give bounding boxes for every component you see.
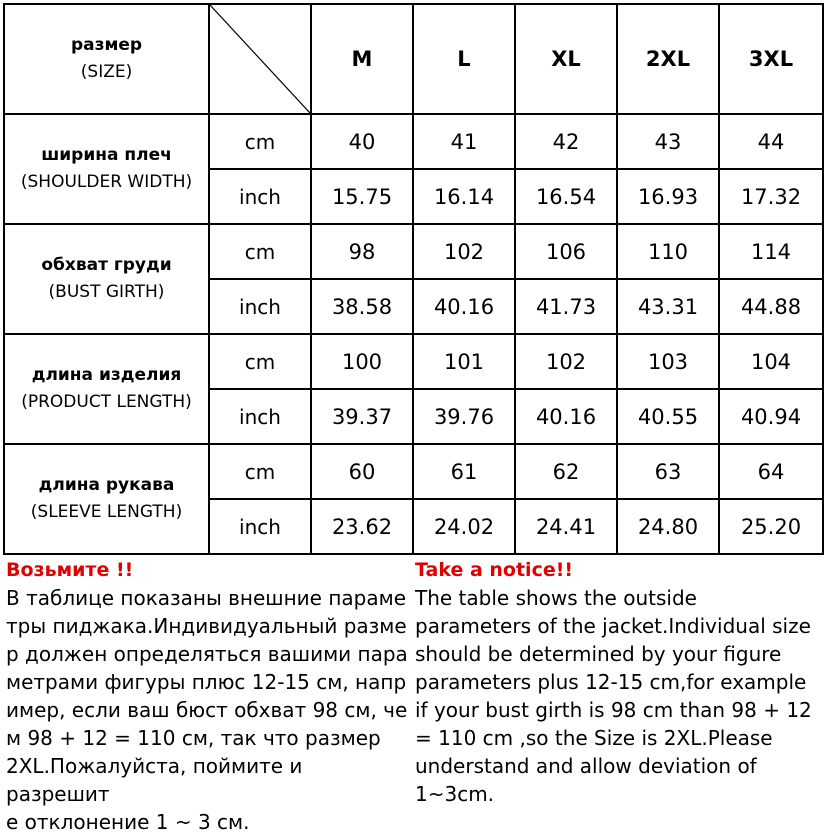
value-cell: 16.54 xyxy=(515,169,617,224)
value-cell: 110 xyxy=(617,224,719,279)
value-cell: 100 xyxy=(311,334,413,389)
size-label-en: (SIZE) xyxy=(80,62,133,82)
value-cell: 102 xyxy=(413,224,515,279)
value-cell: 39.37 xyxy=(311,389,413,444)
size-chart-table xyxy=(3,3,824,555)
value-cell: 63 xyxy=(617,444,719,499)
unit-inch: inch xyxy=(209,389,311,444)
size-header-l: L xyxy=(413,4,515,114)
measure-label-en: (BUST GIRTH) xyxy=(48,282,165,302)
value-cell: 38.58 xyxy=(311,279,413,334)
value-cell: 16.93 xyxy=(617,169,719,224)
value-cell: 15.75 xyxy=(311,169,413,224)
size-header-cell xyxy=(4,4,209,114)
notice-text-en: The table shows the outside parameters of the jacket.Individual size should be determined by your figure parameters plus 12-15 cm,for example if your bust girth is 98 cm than 98 + 12 = 110 cm ,so the Size is 2XL.Please understand and allow deviation of 1~3cm. xyxy=(415,586,812,806)
value-cell: 23.62 xyxy=(311,499,413,554)
notice-title-en: Take a notice!! xyxy=(415,559,574,581)
value-cell: 17.32 xyxy=(719,169,823,224)
value-cell: 104 xyxy=(719,334,823,389)
measure-label-ru: обхват груди xyxy=(41,255,172,275)
value-cell: 60 xyxy=(311,444,413,499)
unit-cm: cm xyxy=(209,114,311,169)
table-row xyxy=(4,444,823,499)
notice-english xyxy=(415,556,821,808)
value-cell: 42 xyxy=(515,114,617,169)
table-row xyxy=(4,334,823,389)
value-cell: 103 xyxy=(617,334,719,389)
notice-text-ru: В таблице показаны внешние параме тры пиджака.Индивидуальный разме р должен определяться вашими пара метрами фигуры плюс 12-15 см, напр имер, если ваш бюст обхват 98 см, че м 98 + 12 = 110 см, так что размер 2XL.Пожалуйста, поймите и разрешит е отклонение 1 ~ 3 см. xyxy=(6,586,408,834)
value-cell: 114 xyxy=(719,224,823,279)
value-cell: 44 xyxy=(719,114,823,169)
measure-label-en: (PRODUCT LENGTH) xyxy=(21,392,192,412)
value-cell: 24.02 xyxy=(413,499,515,554)
header-row xyxy=(4,4,823,114)
value-cell: 39.76 xyxy=(413,389,515,444)
value-cell: 40.16 xyxy=(515,389,617,444)
value-cell: 41.73 xyxy=(515,279,617,334)
value-cell: 40.94 xyxy=(719,389,823,444)
value-cell: 16.14 xyxy=(413,169,515,224)
value-cell: 43 xyxy=(617,114,719,169)
unit-cm: cm xyxy=(209,224,311,279)
size-header-m: M xyxy=(311,4,413,114)
value-cell: 40.16 xyxy=(413,279,515,334)
measure-label-cell xyxy=(4,114,209,224)
unit-cm: cm xyxy=(209,334,311,389)
value-cell: 64 xyxy=(719,444,823,499)
value-cell: 40.55 xyxy=(617,389,719,444)
size-header-xl: XL xyxy=(515,4,617,114)
value-cell: 61 xyxy=(413,444,515,499)
diagonal-corner-cell xyxy=(209,4,311,114)
value-cell: 25.20 xyxy=(719,499,823,554)
value-cell: 102 xyxy=(515,334,617,389)
unit-inch: inch xyxy=(209,279,311,334)
measure-label-en: (SLEEVE LENGTH) xyxy=(30,502,183,522)
notice-russian xyxy=(6,556,408,836)
table-row xyxy=(4,224,823,279)
measure-label-ru: ширина плеч xyxy=(41,145,172,165)
unit-cm: cm xyxy=(209,444,311,499)
value-cell: 62 xyxy=(515,444,617,499)
unit-inch: inch xyxy=(209,169,311,224)
value-cell: 24.41 xyxy=(515,499,617,554)
value-cell: 98 xyxy=(311,224,413,279)
value-cell: 41 xyxy=(413,114,515,169)
diagonal-line xyxy=(210,5,310,113)
unit-inch: inch xyxy=(209,499,311,554)
measure-label-en: (SHOULDER WIDTH) xyxy=(20,172,193,192)
size-label-ru: размер xyxy=(70,35,143,55)
measure-label-ru: длина рукава xyxy=(38,475,175,495)
measure-label-cell xyxy=(4,334,209,444)
value-cell: 40 xyxy=(311,114,413,169)
table-row xyxy=(4,114,823,169)
value-cell: 24.80 xyxy=(617,499,719,554)
measure-label-cell xyxy=(4,444,209,554)
size-header-2xl: 2XL xyxy=(617,4,719,114)
value-cell: 101 xyxy=(413,334,515,389)
value-cell: 44.88 xyxy=(719,279,823,334)
measure-label-cell xyxy=(4,224,209,334)
size-header-3xl: 3XL xyxy=(719,4,823,114)
value-cell: 43.31 xyxy=(617,279,719,334)
measure-label-ru: длина изделия xyxy=(31,365,182,385)
value-cell: 106 xyxy=(515,224,617,279)
notice-title-ru: Возьмите !! xyxy=(6,559,134,581)
